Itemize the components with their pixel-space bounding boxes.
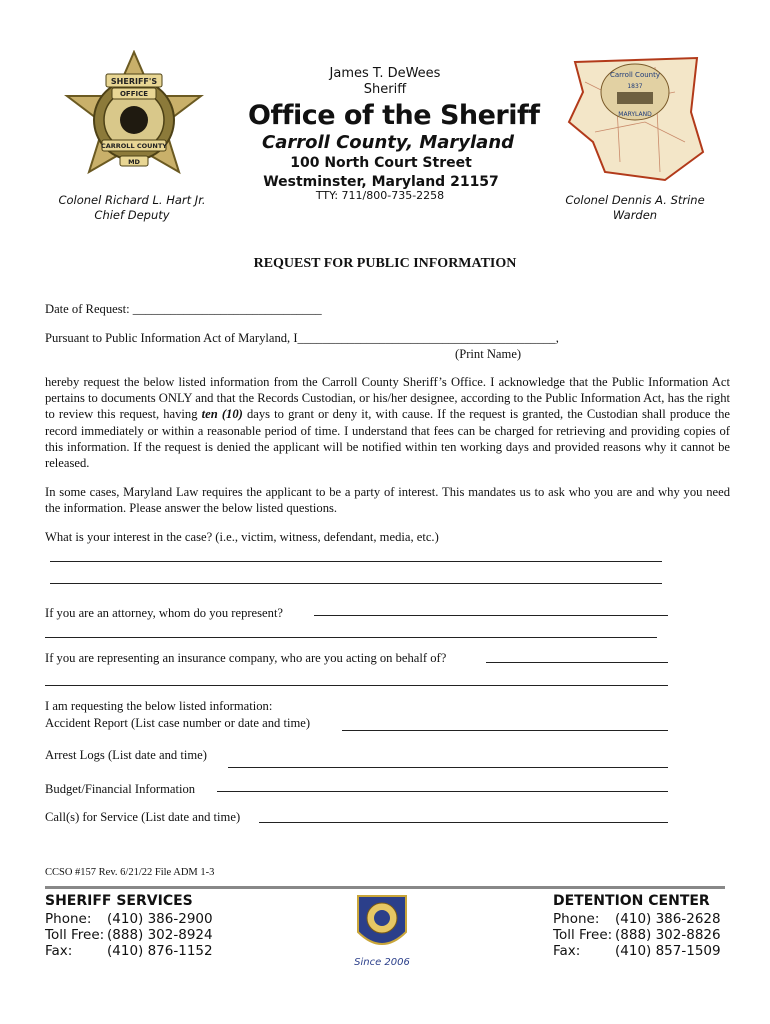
badge-text-county: CARROLL COUNTY [100,142,168,150]
badge-text-md: MD [128,158,140,166]
sheriff-badge-logo [60,50,208,190]
arrest-logs-line[interactable] [228,767,668,768]
map-label: Carroll County [610,71,660,79]
county-map-logo [565,52,707,192]
sheriff-phone: (410) 386-2900 [107,911,213,927]
footer-label: Fax: [45,943,73,959]
warden-title: Warden [612,208,658,222]
city-address: Westminster, Maryland 21157 [263,174,499,190]
map-state: MARYLAND [618,111,652,118]
office-title: Office of the Sheriff [248,100,540,131]
footer-label: Fax: [553,943,581,959]
attorney-question: If you are an attorney, whom do you represent? [45,606,284,620]
insurance-answer-line-1[interactable] [486,662,668,663]
footer-row [45,943,213,959]
footer-row [45,911,213,927]
chief-deputy-block [52,193,212,223]
sheriff-services-block [45,893,213,959]
detention-center-heading: DETENTION CENTER [553,893,710,909]
badge-text-top: SHERIFF'S [110,77,158,86]
accident-report-label: Accident Report (List case number or date and time) [45,716,311,730]
interest-question: What is your interest in the case? (i.e., victim, witness, defendant, media, etc.) [45,530,439,544]
form-code: CCSO #157 Rev. 6/21/22 File ADM 1-3 [45,867,215,878]
footer-divider [45,886,725,889]
detention-center-block [553,893,721,959]
footer-row [553,927,721,943]
sheriff-toll-free: (888) 302-8924 [107,927,213,943]
since-label: Since 2006 [354,957,410,968]
print-name-caption: (Print Name) [455,347,522,361]
sheriff-name-block [290,66,480,98]
detention-phone: (410) 386-2628 [615,911,721,927]
calls-for-service-label: Call(s) for Service (List date and time) [45,810,241,824]
accident-report-line[interactable] [342,730,668,731]
sheriff-name: James T. DeWees [329,66,441,81]
street-address: 100 North Court Street [290,155,472,171]
insurance-answer-line-2[interactable] [45,685,668,686]
accreditation-seal-logo [354,892,410,956]
sheriff-fax: (410) 876-1152 [107,943,213,959]
footer-label: Phone: [45,911,92,927]
requesting-label: I am requesting the below listed information: [45,699,273,713]
footer-label: Toll Free: [45,927,105,943]
office-address [250,154,512,192]
print-name-field[interactable]: Pursuant to Public Information Act of Maryland, I_________________________________________, [45,331,559,345]
badge-text-office: OFFICE [119,90,149,98]
form-title: REQUEST FOR PUBLIC INFORMATION [253,256,517,271]
para1-part-b: days to grant or deny it, with cause. If the request is granted, the Custodian shall produce the record immediately or within a reasonable period of time. I understand that fees can be charged for retrieving and providing copies of this information. If the request is denied the applicant will be notified within ten working days and provided reasons why it cannot be released. [45,407,730,471]
footer-row [553,911,721,927]
deputy-title: Chief Deputy [94,208,170,222]
footer-row [45,927,213,943]
arrest-logs-label: Arrest Logs (List date and time) [45,748,207,762]
map-year: 1837 [627,83,643,90]
deputy-name: Colonel Richard L. Hart Jr. [58,193,206,207]
para1-part-a: hereby request the below listed information from the Carroll County Sheriff’s Office. I acknowledge that the Public Information Act pertains to documents ONLY and that the Records Custodian, or his/her designee, according to the Public Information Act, has the right to review this request, having [45,375,730,422]
calls-for-service-line[interactable] [259,822,668,823]
footer-label: Phone: [553,911,600,927]
interest-answer-line-2[interactable] [50,583,662,584]
footer-label: Toll Free: [553,927,613,943]
acknowledgement-paragraph [45,374,730,471]
ten-days-emphasis: ten (10) [201,407,243,422]
attorney-answer-line-1[interactable] [314,615,668,616]
warden-block [560,193,710,223]
party-of-interest-paragraph: In some cases, Maryland Law requires the applicant to be a party of interest. This mandates us to ask who you are and why you need the information. Please answer the below listed questions. [45,485,730,516]
budget-label: Budget/Financial Information [45,782,196,796]
sheriff-title: Sheriff [363,82,407,97]
attorney-answer-line-2[interactable] [45,637,657,638]
footer-row [553,943,721,959]
tty-number: TTY: 711/800-735-2258 [315,189,445,202]
sheriff-services-heading: SHERIFF SERVICES [45,893,193,909]
interest-answer-line-1[interactable] [50,561,662,562]
county-name: Carroll County, Maryland [262,132,515,153]
warden-name: Colonel Dennis A. Strine [565,193,705,207]
detention-toll-free: (888) 302-8826 [615,927,721,943]
detention-fax: (410) 857-1509 [615,943,721,959]
date-of-request-field[interactable]: Date of Request: ______________________________ [45,302,322,316]
insurance-question: If you are representing an insurance company, who are you acting on behalf of? [45,651,447,665]
budget-line[interactable] [217,791,668,792]
